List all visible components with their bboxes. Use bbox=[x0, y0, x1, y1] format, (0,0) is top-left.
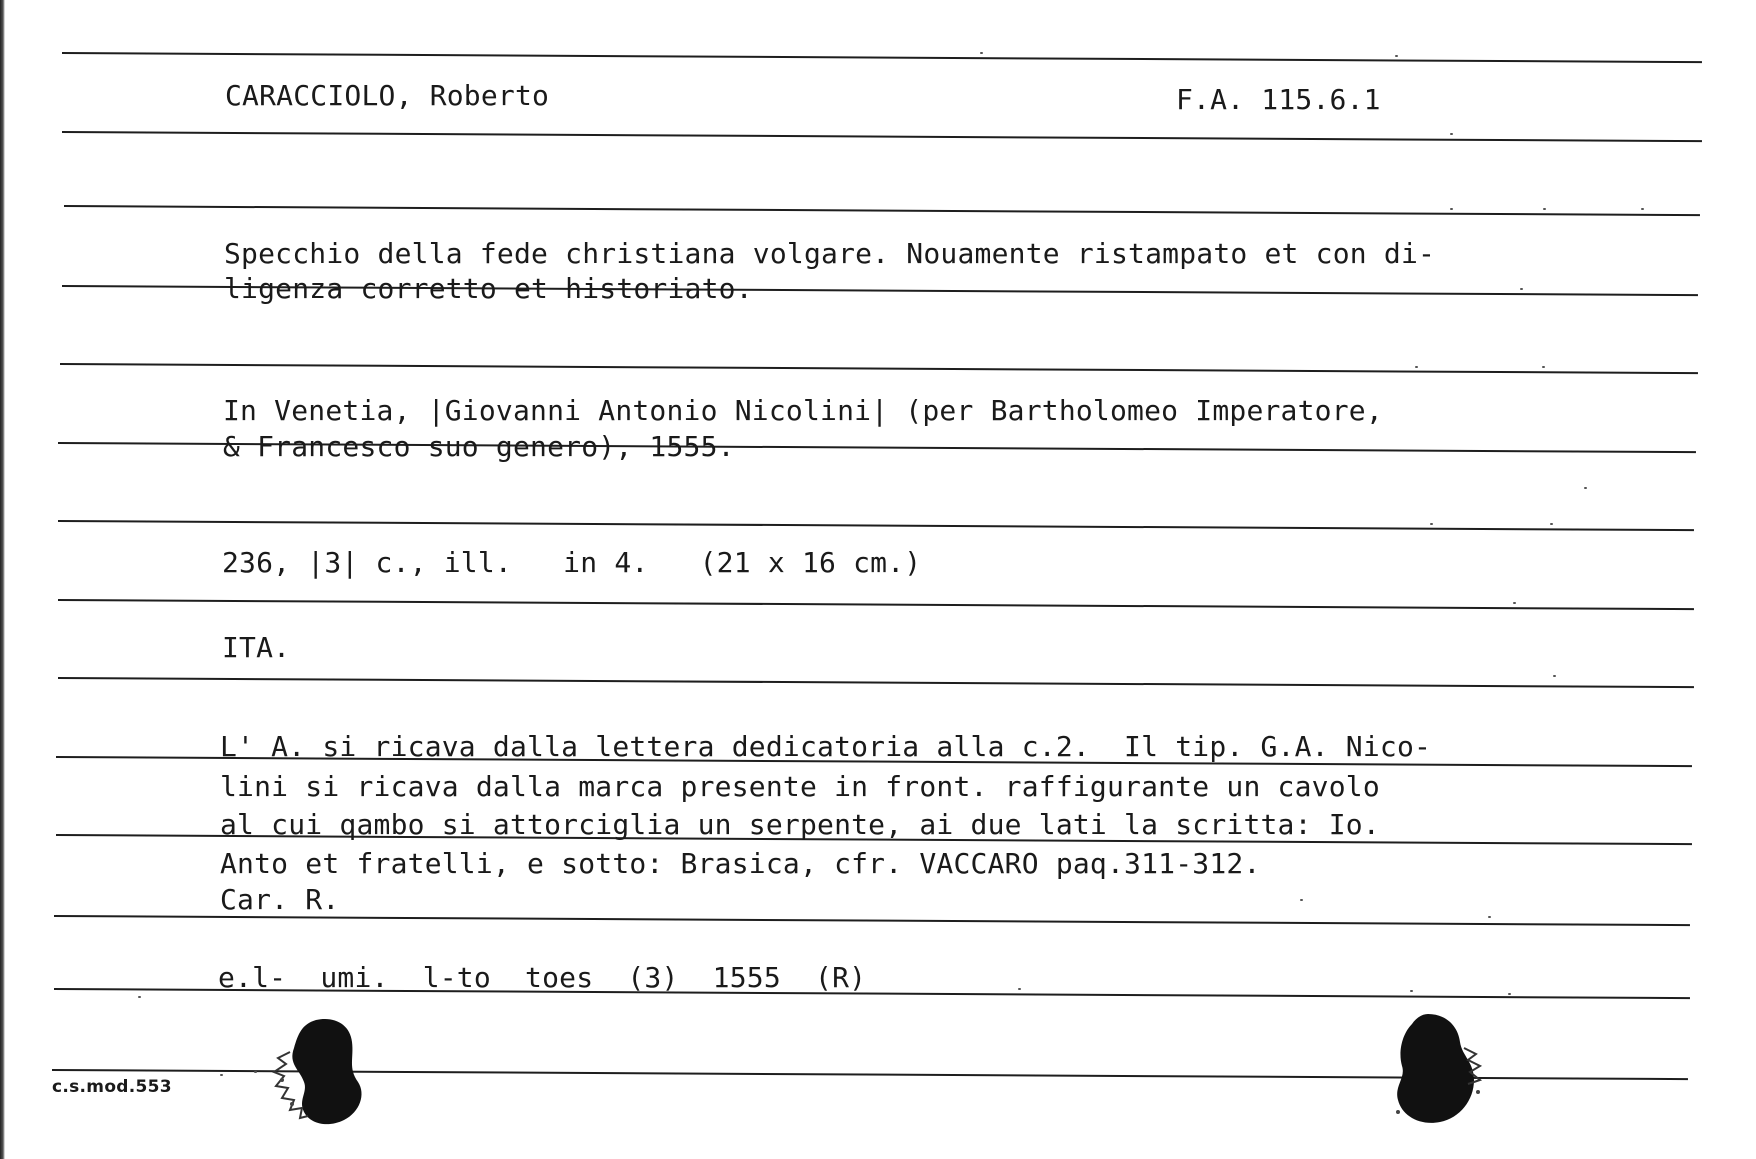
scan-speck bbox=[1415, 366, 1418, 368]
scan-speck bbox=[1018, 988, 1021, 990]
note-line-4: Anto et fratelli, e sotto: Brasica, cfr. VACCARO paq.311-312. bbox=[220, 847, 1261, 880]
punch-hole-left bbox=[268, 1012, 378, 1132]
scan-speck bbox=[1488, 916, 1491, 918]
ruled-line bbox=[60, 363, 1698, 374]
scan-speck bbox=[1300, 899, 1303, 901]
ruled-line bbox=[64, 205, 1700, 216]
note-line-1: L' A. si ricava dalla lettera dedicatoria alla c.2. Il tip. G.A. Nico- bbox=[220, 730, 1432, 763]
scan-speck bbox=[1513, 602, 1516, 604]
title-line-1: Specchio della fede christiana volgare. Nouamente ristampato et con di- bbox=[224, 237, 1436, 270]
scan-speck bbox=[1508, 993, 1511, 995]
scan-speck bbox=[1450, 208, 1453, 210]
scan-speck bbox=[1550, 523, 1553, 525]
author-heading: CARACCIOLO, Roberto bbox=[225, 79, 550, 112]
scan-speck bbox=[220, 1074, 223, 1076]
physical-description: 236, |3| c., ill. in 4. (21 x 16 cm.) bbox=[222, 546, 922, 579]
scan-speck bbox=[1520, 288, 1523, 290]
ruled-line bbox=[62, 131, 1702, 142]
scan-speck bbox=[1584, 487, 1587, 489]
scan-speck bbox=[1410, 990, 1413, 992]
scan-speck bbox=[1543, 208, 1546, 210]
scan-speck bbox=[1542, 366, 1545, 368]
title-line-2: ligenza corretto et historiato. bbox=[224, 272, 753, 305]
ruled-line bbox=[62, 52, 1702, 63]
language: ITA. bbox=[222, 631, 291, 664]
note-line-3: al cui qambo si attorciglia un serpente, ai due lati la scritta: Io. bbox=[220, 808, 1380, 841]
ruled-line bbox=[58, 599, 1694, 610]
scan-speck bbox=[1395, 55, 1398, 57]
note-line-2: lini si ricava dalla marca presente in front. raffigurante un cavolo bbox=[220, 770, 1380, 803]
ruled-line bbox=[58, 520, 1694, 531]
punch-hole-right bbox=[1368, 1008, 1488, 1133]
imprint-line-2: & Francesco suo genero), 1555. bbox=[223, 430, 735, 463]
scan-speck bbox=[138, 996, 141, 998]
form-code: c.s.mod.553 bbox=[52, 1077, 172, 1097]
imprint-line-1: In Venetia, |Giovanni Antonio Nicolini| (per Bartholomeo Imperatore, bbox=[223, 394, 1383, 427]
ruled-line bbox=[58, 677, 1694, 688]
card-left-edge bbox=[0, 0, 5, 1159]
scan-speck bbox=[1641, 208, 1644, 210]
scan-speck bbox=[1430, 523, 1433, 525]
scan-speck bbox=[1553, 675, 1556, 677]
scan-speck bbox=[254, 1071, 257, 1073]
fingerprint: e.l- umi. l-to toes (3) 1555 (R) bbox=[218, 961, 867, 994]
note-line-5: Car. R. bbox=[220, 883, 340, 916]
shelfmark: F.A. 115.6.1 bbox=[1176, 83, 1381, 116]
scan-speck bbox=[980, 52, 983, 54]
scan-speck bbox=[1450, 133, 1453, 135]
